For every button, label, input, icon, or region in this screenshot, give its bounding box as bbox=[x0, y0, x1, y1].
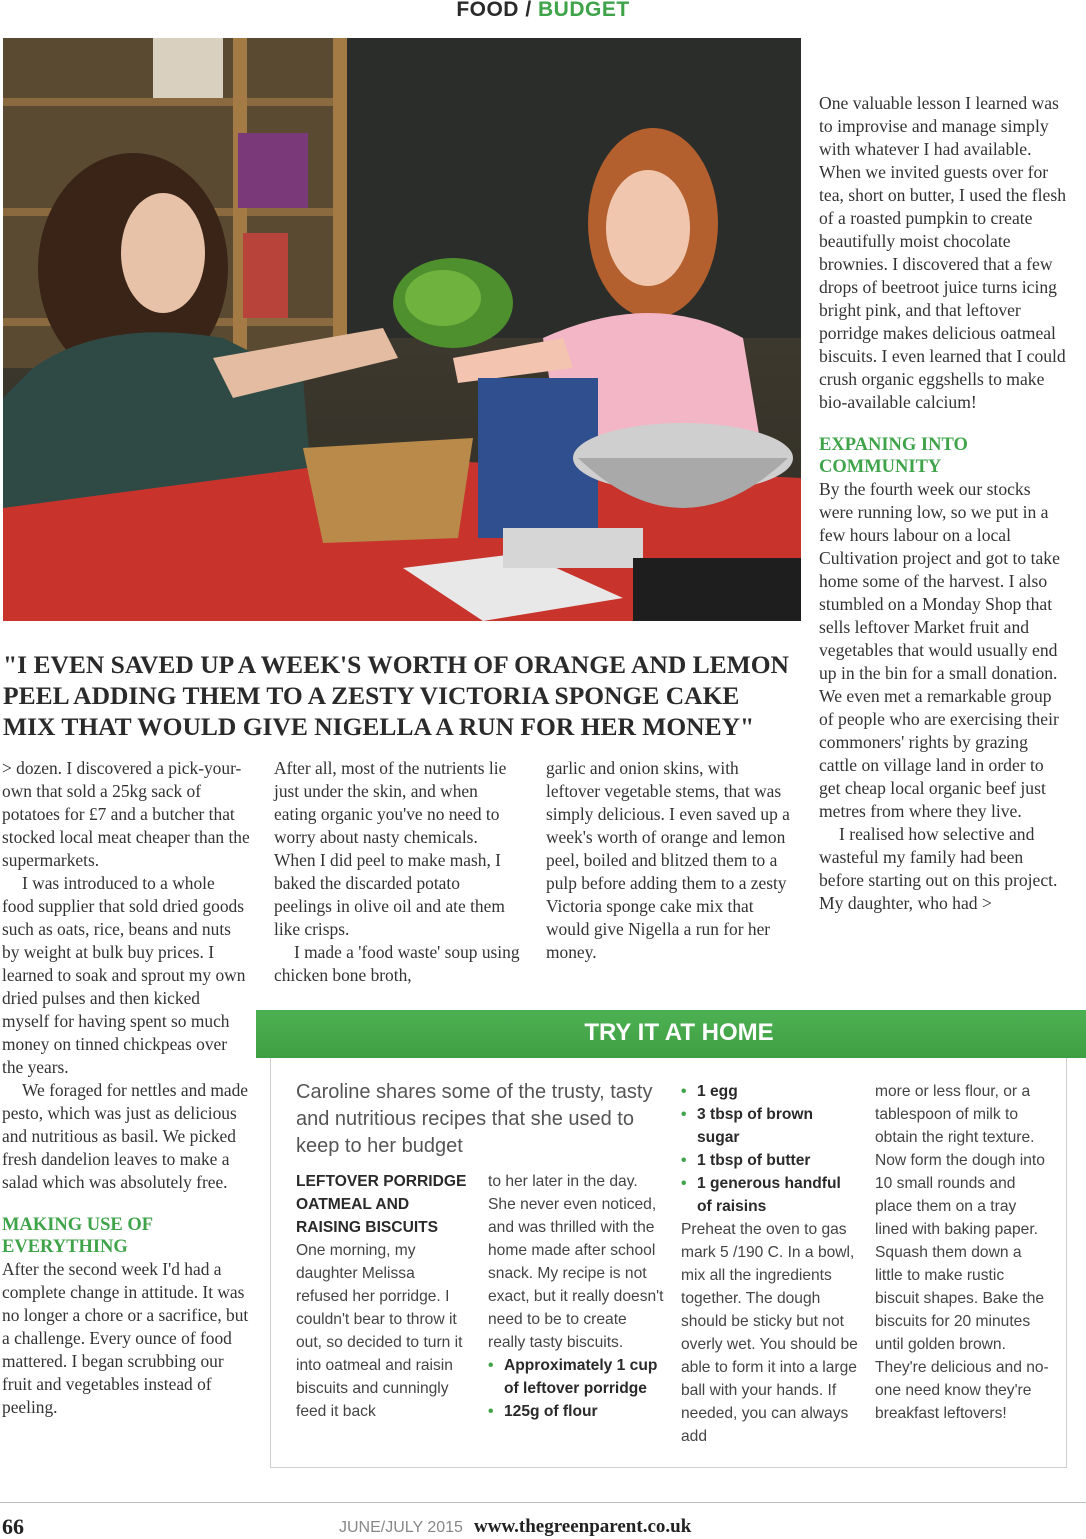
pull-quote: "I EVEN SAVED UP A WEEK'S WORTH OF ORANGE AND LEMON PEEL ADDING THEM TO A ZESTY VICTORIA SPONGE CAKE MIX THAT WOULD GIVE NIGELLA A RUN FOR HER MONEY" bbox=[3, 650, 789, 741]
col1-para-3: We foraged for nettles and made pesto, which was just as delicious and nutritious as basil. We picked fresh dandelion leaves to make a salad which was absolutely free. bbox=[2, 1080, 249, 1192]
try-at-home-title: TRY IT AT HOME bbox=[584, 1019, 774, 1046]
recipe-title: LEFTOVER PORRIDGE OATMEAL AND RAISING BISCUITS bbox=[296, 1173, 467, 1236]
subsection-label: BUDGET bbox=[538, 0, 630, 21]
recipe-column-2 bbox=[488, 1170, 666, 1423]
article-photo bbox=[3, 38, 801, 621]
shop-counter-photo-icon bbox=[3, 38, 801, 621]
recipe-text-1: One morning, my daughter Melissa refused her porridge. I couldn't bear to throw it out, so decided to turn it into oatmeal and raisin biscuits and cunningly feed it back bbox=[296, 1242, 463, 1420]
right-para-2: By the fourth week our stocks were running low, so we put in a few hours labour on a local Cultivation project and got to take home some of the harvest. I also stumbled on a Monday Shop that sells leftover Market fruit and vegetables that would usually end up in the bin for a small donation. We even met a remarkable group of people who are exercising their commoners' rights by grazing cattle on village land in order to get cheap local organic beef just metres from where they live. bbox=[819, 479, 1060, 821]
right-column bbox=[819, 92, 1069, 915]
try-at-home-intro: Caroline shares some of the trusty, tasty and nutritious recipes that she used to keep to her budget bbox=[296, 1081, 653, 1157]
recipe-text-4: more or less flour, or a tablespoon of milk to obtain the right texture. Now form the dough into 10 small rounds and place them on a tray lined with baking paper. Squash them down a little to make rustic biscuit shapes. Bake the biscuits for 20 minutes until golden brown. They're delicious and no-one need know they're breakfast leftovers! bbox=[875, 1083, 1049, 1422]
heading-expanding-community: EXPANING INTO COMMUNITY bbox=[819, 435, 968, 477]
section-separator: / bbox=[518, 0, 538, 21]
footer-url-link[interactable]: www.thegreenparent.co.uk bbox=[474, 1516, 692, 1537]
ingredient-item: • 1 egg bbox=[681, 1083, 738, 1100]
ingredient-item: • 1 generous handful of raisins bbox=[681, 1175, 841, 1215]
col3-para-1: garlic and onion skins, with leftover vegetable stems, that was simply delicious. I even saved up a week's worth of orange and lemon peel, boiled and blitzed them to a pulp before adding them to a zesty Victoria sponge cake mix that would give Nigella a run for her money. bbox=[546, 758, 790, 962]
recipe-text-2: to her later in the day. She never even noticed, and was thrilled with the home made after school snack. My recipe is not exact, but it really doesn't need to be to create really tasty biscuits. bbox=[488, 1173, 664, 1351]
recipe-column-3 bbox=[681, 1080, 859, 1448]
body-column-1 bbox=[2, 757, 250, 1419]
col1-para-1: > dozen. I discovered a pick-your-own that sold a 25kg sack of potatoes for £7 and a butcher that stocked local meat cheaper than the supermarkets. bbox=[2, 758, 250, 870]
recipe-text-3: Preheat the oven to gas mark 5 /190 C. In a bowl, mix all the ingredients together. The dough should be sticky but not overly wet. You should be able to form it into a large ball with your hands. If needed, you can always add bbox=[681, 1221, 858, 1445]
ingredient-item: • Approximately 1 cup of leftover porridge bbox=[488, 1357, 658, 1397]
right-para-3: I realised how selective and wasteful my family had been before starting out on this project. My daughter, who had > bbox=[819, 824, 1058, 913]
col2-para-1: After all, most of the nutrients lie just under the skin, and when eating organic you've no need to worry about nasty chemicals. When I did peel to make mash, I baked the discarded potato peelings in olive oil and ate them like crisps. bbox=[274, 758, 507, 939]
section-header bbox=[0, 0, 1086, 22]
section-label: FOOD bbox=[456, 0, 519, 21]
recipe-column-4 bbox=[875, 1080, 1051, 1425]
body-column-2 bbox=[274, 757, 522, 987]
col1-para-4: After the second week I'd had a complete change in attitude. It was no longer a chore or a sacrifice, but a challenge. Every ounce of food mattered. I began scrubbing our fruit and vegetables instead of peeling. bbox=[2, 1259, 249, 1417]
ingredient-item: • 1 tbsp of butter bbox=[681, 1152, 811, 1169]
footer-rule bbox=[0, 1502, 1086, 1503]
col1-para-2: I was introduced to a whole food supplier that sold dried goods such as oats, rice, beans and nuts by weight at bulk buy prices. I learned to soak and sprout my own dried pulses and then kicked myself for having spent so much money on tinned chickpeas over the years. bbox=[2, 873, 246, 1077]
heading-making-use: MAKING USE OF EVERYTHING bbox=[2, 1215, 153, 1257]
col2-para-2: I made a 'food waste' soup using chicken bone broth, bbox=[274, 942, 520, 985]
ingredient-item: • 3 tbsp of brown sugar bbox=[681, 1106, 814, 1146]
recipe-column-1 bbox=[296, 1170, 468, 1423]
footer-issue: JUNE/JULY 2015 bbox=[339, 1519, 463, 1536]
right-para-1: One valuable lesson I learned was to improvise and manage simply with whatever I had available. When we invited guests over for tea, short on butter, I used the flesh of a roasted pumpkin to create beautifully moist chocolate brownies. I discovered that a few drops of beetroot juice turns icing bright pink, and that leftover porridge makes delicious oatmeal biscuits. I even learned that I could crush organic eggshells to make bio-available calcium! bbox=[819, 93, 1067, 412]
ingredient-item: • 125g of flour bbox=[488, 1403, 598, 1420]
body-column-3 bbox=[546, 757, 796, 964]
page-number: 66 bbox=[2, 1514, 24, 1539]
